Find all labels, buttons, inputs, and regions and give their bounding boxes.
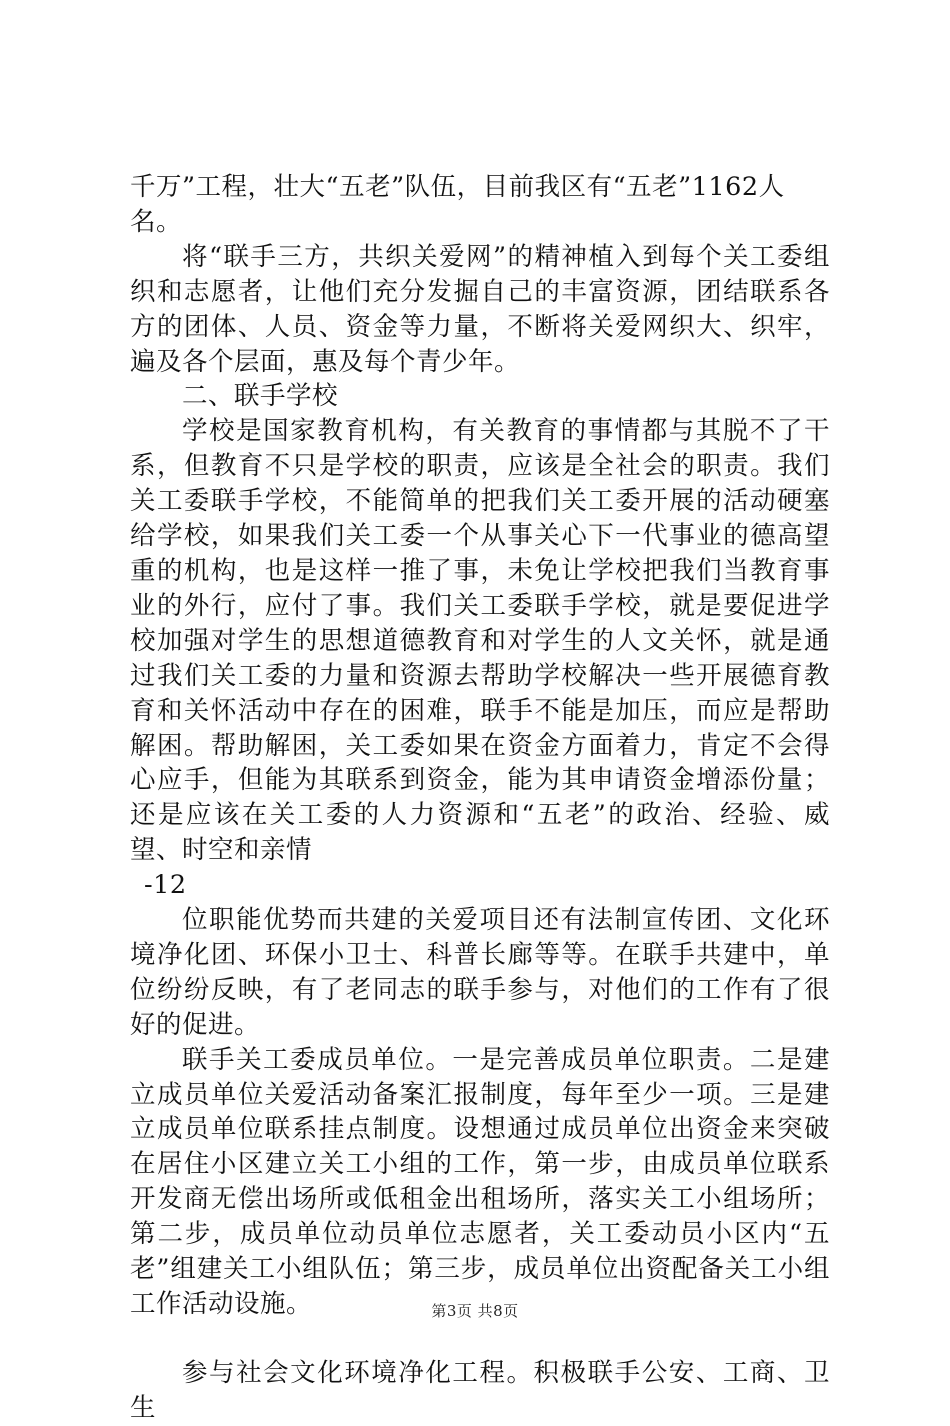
page-number-marker: -12 (144, 870, 187, 901)
paragraph: 参与社会文化环境净化工程。积极联手公安、工商、卫生 (130, 1357, 830, 1423)
paragraph: 将“联手三方，共织关爱网”的精神植入到每个关工委组织和志愿者，让他们充分发掘自己的丰富资源，团结联系各方的团体、人员、资金等力量，不断将关爱网织大、织牢，遍及各个层面，惠及每个青少年。 (130, 241, 830, 377)
section-heading: 二、联手学校 (182, 381, 339, 412)
paragraph: 学校是国家教育机构，有关教育的事情都与其脱不了干系，但教育不只是学校的职责，应该是全社会的职责。我们关工委联手学校，不能简单的把我们关工委开展的活动硬塞给学校，如果我们关工委一个从事关心下一代事业的德高望重的机构，也是这样一推了事，未免让学校把我们当教育事业的外行，应付了事。我们关工委联手学校，就是要促进学校加强对学生的思想道德教育和对学生的人文关怀，就是通过我们关工委的力量和资源去帮助学校解决一些开展德育教育和关怀活动中存在的困难，联手不能是加压，而应是帮助解困。帮助解困，关工委如果在资金方面着力，肯定不会得心应手，但能为其联系到资金，能为其申请资金增添份量；还是应该在关工委的人力资源和“五老”的政治、经验、威望、时空和亲情 (130, 416, 830, 866)
paragraph: 联手关工委成员单位。一是完善成员单位职责。二是建立成员单位关爱活动备案汇报制度，每年至少一项。三是建立成员单位联系挂点制度。设想通过成员单位出资金来突破在居住小区建立关工小组的工作，第一步，由成员单位联系开发商无偿出场所或低租金出租场所，落实关工小组场所；第二步，成员单位动员单位志愿者，关工委动员小区内“五老”组建关工小组队伍；第三步，成员单位出资配备关工小组工作活动设施。 (130, 1044, 830, 1319)
document-body (130, 170, 830, 1426)
page-footer: 第3页 共8页 (431, 1302, 519, 1320)
paragraph-continuation: 千万”工程，壮大“五老”队伍，目前我区有“五老”1162人名。 (130, 172, 785, 237)
paragraph: 位职能优势而共建的关爱项目还有法制宣传团、文化环境净化团、环保小卫士、科普长廊等等。在联手共建中，单位纷纷反映，有了老同志的联手参与，对他们的工作有了很好的促进。 (130, 905, 830, 1040)
